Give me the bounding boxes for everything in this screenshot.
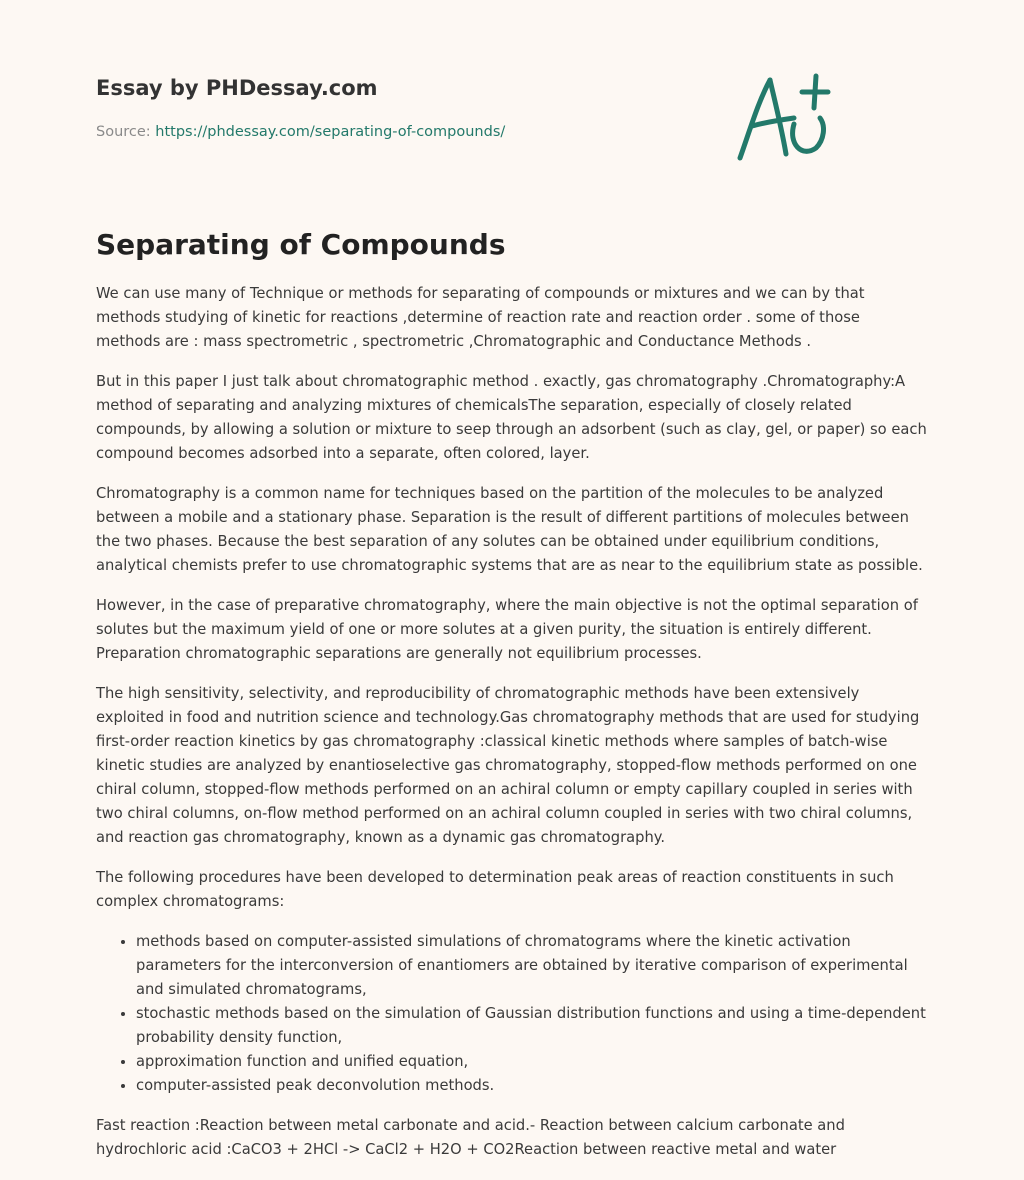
source-link[interactable]: https://phdessay.com/separating-of-compounds/ [155, 124, 506, 140]
procedures-list [96, 930, 928, 1098]
paragraph: We can use many of Technique or methods for separating of compounds or mixtures and we can by that methods studying of kinetic for reactions ,determine of reaction rate and reaction order . some of those methods are : mass spectrometric , spectrometric ,Chromatographic and Conductance Methods . [96, 284, 865, 350]
header [96, 0, 928, 200]
list-item: • stochastic methods based on the simulation of Gaussian distribution functions and using a time-dependent probability density function, [136, 1002, 928, 1050]
article-title: Separating of Compounds [96, 228, 506, 261]
list-item: • methods based on computer-assisted simulations of chromatograms where the kinetic activation parameters for the interconversion of enantiomers are obtained by iterative comparison of experimental and simulated chromatograms, [136, 930, 928, 1002]
a-plus-logo-icon [732, 70, 832, 162]
paragraph: However, in the case of preparative chromatography, where the main objective is not the optimal separation of solutes but the maximum yield of one or more solutes at a given purity, the situation is entirely different. Preparation chromatographic separations are generally not equilibrium processes. [96, 596, 918, 662]
article-body [96, 282, 928, 1162]
paragraph: The high sensitivity, selectivity, and reproducibility of chromatographic methods have been extensively exploited in food and nutrition science and technology.Gas chromatography methods that are used for studying first-order reaction kinetics by gas chromatography :classical kinetic methods where samples of batch-wise kinetic studies are analyzed by enantioselective gas chromatography, stopped-flow methods performed on one chiral column, stopped-flow methods performed on an achiral column or empty capillary coupled in series with two chiral columns, on-flow method performed on an achiral column coupled in series with two chiral columns, and reaction gas chromatography, known as a dynamic gas chromatography. [96, 684, 920, 846]
paragraph: The following procedures have been developed to determination peak areas of reaction constituents in such complex chromatograms: [96, 868, 894, 910]
source-label: Source: [96, 124, 156, 140]
paragraph: Chromatography is a common name for techniques based on the partition of the molecules to be analyzed between a mobile and a stationary phase. Separation is the result of different partitions of molecules between the two phases. Because the best separation of any solutes can be obtained under equilibrium conditions, analytical chemists prefer to use chromatographic systems that are as near to the equilibrium state as possible. [96, 484, 923, 574]
paragraph: Fast reaction :Reaction between metal carbonate and acid.- Reaction between calcium carbonate and hydrochloric acid :CaCO3 + 2HCl -> CaCl2 + H2O + CO2Reaction between reactive metal and water [96, 1116, 845, 1158]
brand-title: Essay by PHDessay.com [96, 76, 378, 100]
source-line [96, 124, 505, 140]
paragraph: But in this paper I just talk about chromatographic method . exactly, gas chromatography .Chromatography:A method of separating and analyzing mixtures of chemicalsThe separation, especially of closely related compounds, by allowing a solution or mixture to seep through an adsorbent (such as clay, gel, or paper) so each compound becomes adsorbed into a separate, often colored, layer. [96, 372, 927, 462]
list-item: • computer-assisted peak deconvolution methods. [136, 1074, 928, 1098]
list-item: • approximation function and unified equation, [136, 1050, 928, 1074]
